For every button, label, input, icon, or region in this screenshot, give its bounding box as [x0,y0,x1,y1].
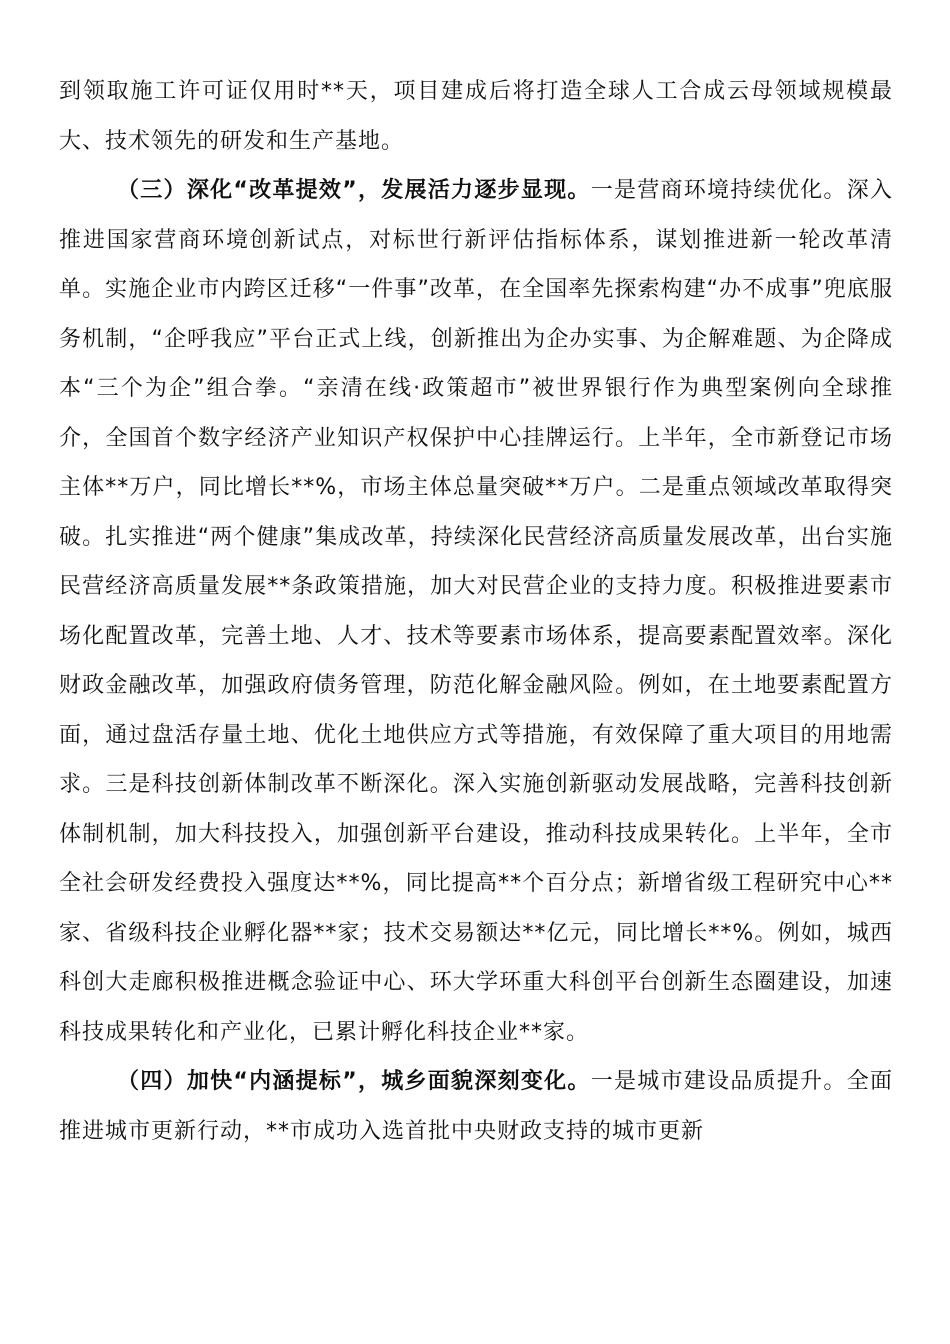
section-heading-4: （四）加快“内涵提标”，城乡面貌深刻变化。 [117,1069,591,1094]
paragraph-body: 一是营商环境持续优化。深入推进国家营商环境创新试点，对标世行新评估指标体系，谋划推进新一轮改革清单。实施企业市内跨区迁移“一件事”改革，在全国率先探索构建“办不成事”兜底服务机制，“企呼我应”平台正式上线，创新推出为企办实事、为企解难题、为企降成本“三个为企”组合拳。“亲清在线·政策超市”被世界银行作为典型案例向全球推介，全国首个数字经济产业知识产权保护中心挂牌运行。上半年，全市新登记市场主体**万户，同比增长**%，市场主体总量突破**万户。二是重点领域改革取得突破。扎实推进“两个健康”集成改革，持续深化民营经济高质量发展改革，出台实施民营经济高质量发展**条政策措施，加大对民营企业的支持力度。积极推进要素市场化配置改革，完善土地、人才、技术等要素市场体系，提高要素配置效率。深化财政金融改革，加强政府债务管理，防范化解金融风险。例如，在土地要素配置方面，通过盘活存量土地、优化土地供应方式等措施，有效保障了重大项目的用地需求。三是科技创新体制改革不断深化。深入实施创新驱动发展战略，完善科技创新体制机制，加大科技投入，加强创新平台建设，推动科技成果转化。上半年，全市全社会研发经费投入强度达**%，同比提高**个百分点；新增省级工程研究中心**家、省级科技企业孵化器**家；技术交易额达**亿元，同比增长**%。例如，城西科创大走廊积极推进概念验证中心、环大学环重大科创平台创新生态圈建设，加速科技成果转化和产业化，已累计孵化科技企业**家。 [59,178,893,1045]
paragraph-section-4 [59,1057,893,1156]
document-page [59,67,893,1156]
paragraph-section-3 [59,166,893,1057]
paragraph-body: 一是城市建设品质提升。全面推进城市更新行动，**市成功入选首批中央财政支持的城市更新 [59,1069,893,1144]
section-heading-3: （三）深化“改革提效”，发展活力逐步显现。 [117,178,591,203]
paragraph-continuation [59,67,893,166]
paragraph-body: 到领取施工许可证仅用时**天，项目建成后将打造全球人工合成云母领域规模最大、技术领先的研发和生产基地。 [59,79,893,154]
